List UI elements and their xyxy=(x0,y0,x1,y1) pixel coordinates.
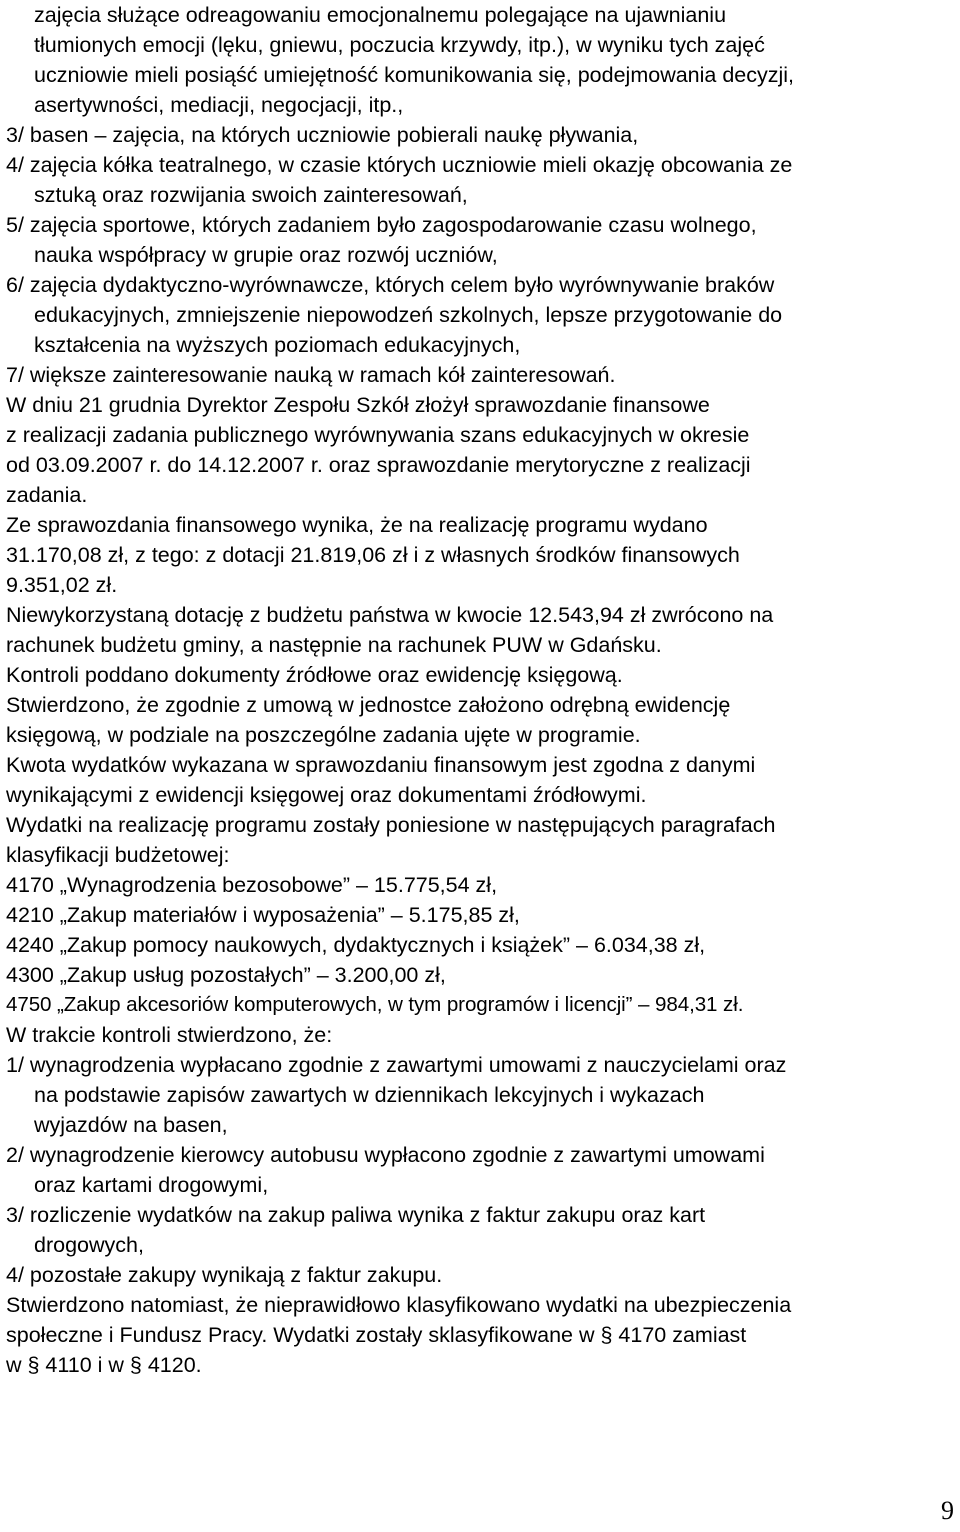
paragraph-line: Stwierdzono natomiast, że nieprawidłowo klasyfikowano wydatki na ubezpieczenia xyxy=(6,1293,792,1317)
text-line: tłumionych emocji (lęku, gniewu, poczucia krzywdy, itp.), w wyniku tych zajęć xyxy=(34,33,765,57)
list-item: 2/ wynagrodzenie kierowcy autobusu wypłacono zgodnie z zawartymi umowami xyxy=(6,1143,765,1167)
list-item: 1/ wynagrodzenia wypłacano zgodnie z zawartymi umowami z nauczycielami oraz xyxy=(6,1053,787,1077)
list-item: 3/ rozliczenie wydatków na zakup paliwa wynika z faktur zakupu oraz kart xyxy=(6,1203,706,1227)
list-item: 5/ zajęcia sportowe, których zadaniem było zagospodarowanie czasu wolnego, xyxy=(6,213,757,237)
text-line: wyjazdów na basen, xyxy=(34,1113,228,1137)
paragraph-line: zadania. xyxy=(6,483,88,507)
paragraph-line: Kwota wydatków wykazana w sprawozdaniu finansowym jest zgodna z danymi xyxy=(6,753,756,777)
text-line: sztuką oraz rozwijania swoich zainteresowań, xyxy=(34,183,468,207)
paragraph-line: Ze sprawozdania finansowego wynika, że na realizację programu wydano xyxy=(6,513,708,537)
paragraph-line: 9.351,02 zł. xyxy=(6,573,118,597)
text-line: kształcenia na wyższych poziomach edukacyjnych, xyxy=(34,333,521,357)
list-item: 4/ zajęcia kółka teatralnego, w czasie których uczniowie mieli okazję obcowania ze xyxy=(6,153,793,177)
paragraph-line: od 03.09.2007 r. do 14.12.2007 r. oraz sprawozdanie merytoryczne z realizacji xyxy=(6,453,751,477)
paragraph-line: księgową, w podziale na poszczególne zadania ujęte w programie. xyxy=(6,723,641,747)
expense-line: 4300 „Zakup usług pozostałych” – 3.200,00 zł, xyxy=(6,963,446,987)
paragraph-line: W trakcie kontroli stwierdzono, że: xyxy=(6,1023,333,1047)
paragraph-line: społeczne i Fundusz Pracy. Wydatki zostały sklasyfikowane w § 4170 zamiast xyxy=(6,1323,747,1347)
paragraph-line: Stwierdzono, że zgodnie z umową w jednostce założono odrębną ewidencję xyxy=(6,693,731,717)
page-number: 9 xyxy=(941,1496,954,1525)
expense-line: 4170 „Wynagrodzenia bezosobowe” – 15.775,54 zł, xyxy=(6,873,498,897)
text-line: nauka współpracy w grupie oraz rozwój uczniów, xyxy=(34,243,498,267)
text-line: edukacyjnych, zmniejszenie niepowodzeń szkolnych, lepsze przygotowanie do xyxy=(34,303,783,327)
paragraph-line: w § 4110 i w § 4120. xyxy=(6,1353,202,1377)
paragraph-line: 31.170,08 zł, z tego: z dotacji 21.819,06 zł i z własnych środków finansowych xyxy=(6,543,740,567)
text-line: asertywności, mediacji, negocjacji, itp., xyxy=(34,93,404,117)
text-line: na podstawie zapisów zawartych w dziennikach lekcyjnych i wykazach xyxy=(34,1083,705,1107)
list-item: 7/ większe zainteresowanie nauką w ramach kół zainteresowań. xyxy=(6,363,616,387)
paragraph-line: Niewykorzystaną dotację z budżetu państwa w kwocie 12.543,94 zł zwrócono na xyxy=(6,603,774,627)
paragraph-line: rachunek budżetu gminy, a następnie na rachunek PUW w Gdańsku. xyxy=(6,633,662,657)
paragraph-line: z realizacji zadania publicznego wyrównywania szans edukacyjnych w okresie xyxy=(6,423,750,447)
expense-line: 4240 „Zakup pomocy naukowych, dydaktycznych i książek” – 6.034,38 zł, xyxy=(6,933,706,957)
paragraph-line: wynikającymi z ewidencji księgowej oraz dokumentami źródłowymi. xyxy=(6,783,647,807)
text-line: uczniowie mieli posiąść umiejętność komunikowania się, podejmowania decyzji, xyxy=(34,63,795,87)
list-item: 3/ basen – zajęcia, na których uczniowie pobierali naukę pływania, xyxy=(6,123,639,147)
document-body xyxy=(6,0,956,1380)
expense-line: 4750 „Zakup akcesoriów komputerowych, w tym programów i licencji” – 984,31 zł. xyxy=(6,993,744,1016)
paragraph-line: Wydatki na realizację programu zostały poniesione w następujących paragrafach xyxy=(6,813,776,837)
text-line: drogowych, xyxy=(34,1233,144,1257)
paragraph-line: klasyfikacji budżetowej: xyxy=(6,843,230,867)
list-item: 6/ zajęcia dydaktyczno-wyrównawcze, których celem było wyrównywanie braków xyxy=(6,273,775,297)
list-item: 4/ pozostałe zakupy wynikają z faktur zakupu. xyxy=(6,1263,443,1287)
paragraph-line: Kontroli poddano dokumenty źródłowe oraz ewidencję księgową. xyxy=(6,663,623,687)
text-line: oraz kartami drogowymi, xyxy=(34,1173,269,1197)
expense-line: 4210 „Zakup materiałów i wyposażenia” – 5.175,85 zł, xyxy=(6,903,520,927)
paragraph-line: W dniu 21 grudnia Dyrektor Zespołu Szkół złożył sprawozdanie finansowe xyxy=(6,393,710,417)
text-line: zajęcia służące odreagowaniu emocjonalnemu polegające na ujawnianiu xyxy=(34,3,727,27)
